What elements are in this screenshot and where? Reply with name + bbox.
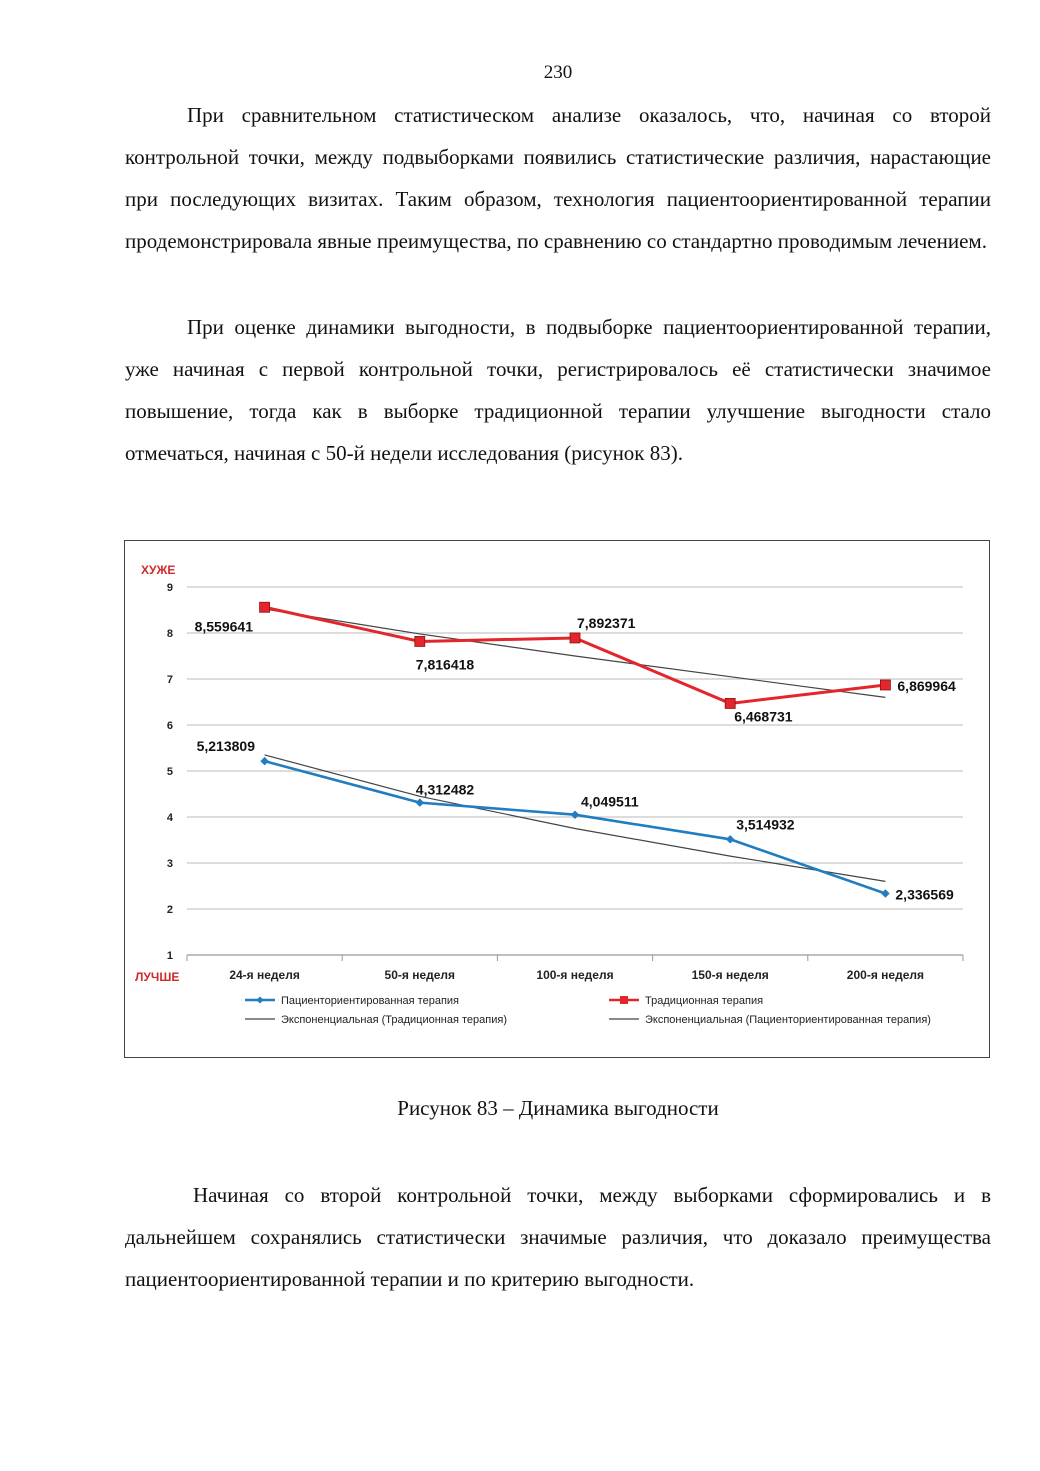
x-tick-label: 50-я неделя <box>384 968 456 982</box>
data-label: 4,312482 <box>415 781 475 798</box>
x-tick-label: 24-я неделя <box>229 968 300 982</box>
x-tick-label: 100-я неделя <box>536 968 614 982</box>
y-tick-label: 9 <box>166 582 173 594</box>
y-tick-label: 4 <box>166 812 173 824</box>
data-point <box>416 798 424 806</box>
y-tick-label: 2 <box>166 904 173 916</box>
data-label: 6,468731 <box>734 708 793 725</box>
x-tick-label: 200-я неделя <box>846 968 925 982</box>
data-point <box>725 698 735 708</box>
data-label: 4,049511 <box>581 793 639 810</box>
data-point <box>260 757 268 765</box>
y-tick-label: 5 <box>166 766 173 778</box>
data-point <box>571 810 579 818</box>
data-point <box>260 602 270 612</box>
benefit-dynamics-chart <box>125 541 989 1057</box>
data-label: 6,869964 <box>897 677 956 694</box>
data-label: 8,559641 <box>194 618 254 635</box>
data-label: 5,213809 <box>196 738 256 755</box>
data-point <box>881 889 889 897</box>
data-label: 7,892371 <box>577 614 636 631</box>
legend-label: Экспоненциальная (Традиционная терапия) <box>281 1014 507 1026</box>
paragraph-3: Начиная со второй контрольной точки, между выборками сформировались и в дальнейшем сохранялись статистически значимые различия, что доказало преимущества пациентоориентированной терапии и по критерию выгодности. <box>125 1183 991 1291</box>
data-point <box>880 680 890 690</box>
trendline-1 <box>265 609 886 697</box>
figure-caption: Рисунок 83 – Динамика выгодности <box>397 1096 719 1120</box>
data-label: 3,514932 <box>736 816 795 833</box>
data-point <box>726 835 734 843</box>
x-tick-label: 150-я неделя <box>691 968 769 982</box>
page-number: 230 <box>543 62 573 83</box>
series-line-2 <box>265 607 886 703</box>
data-label: 2,336569 <box>895 886 954 903</box>
paragraph-1: При сравнительном статистическом анализе оказалось, что, начиная со второй контрольной точки, между подвыборками появились статистические различия, нарастающие при последующих визитах. Таким образом, технология пациентоориентированной терапии продемонстрировала явные преимущества, по сравнению со стандартно проводимым лечением. <box>125 103 991 253</box>
data-point <box>415 636 425 646</box>
y-tick-label: 1 <box>166 950 173 962</box>
y-tick-label: 8 <box>166 628 173 640</box>
y-tick-label: 3 <box>166 858 173 870</box>
figure-chart <box>124 540 990 1058</box>
legend-label: Пациенториентированная терапия <box>281 995 460 1007</box>
legend-label: Традиционная терапия <box>645 995 764 1007</box>
data-point <box>570 633 580 643</box>
legend-marker <box>620 996 628 1004</box>
paragraph-2: При оценке динамики выгодности, в подвыборке пациентоориентированной терапии, уже начиная с первой контрольной точки, регистрировалось её статистически значимое повышение, тогда как в выборке традиционной терапии улучшение выгодности стало отмечаться, начиная с 50-й недели исследования (рисунок 83). <box>125 315 991 465</box>
y-tick-label: 7 <box>166 674 173 686</box>
legend-label: Экспоненциальная (Пациенториентированная терапия) <box>645 1014 931 1026</box>
data-label: 7,816418 <box>415 656 475 673</box>
y-tick-label: 6 <box>166 720 173 732</box>
worse-label: ХУЖЕ <box>141 563 176 577</box>
better-label: ЛУЧШЕ <box>135 970 180 984</box>
legend-marker <box>256 996 263 1003</box>
